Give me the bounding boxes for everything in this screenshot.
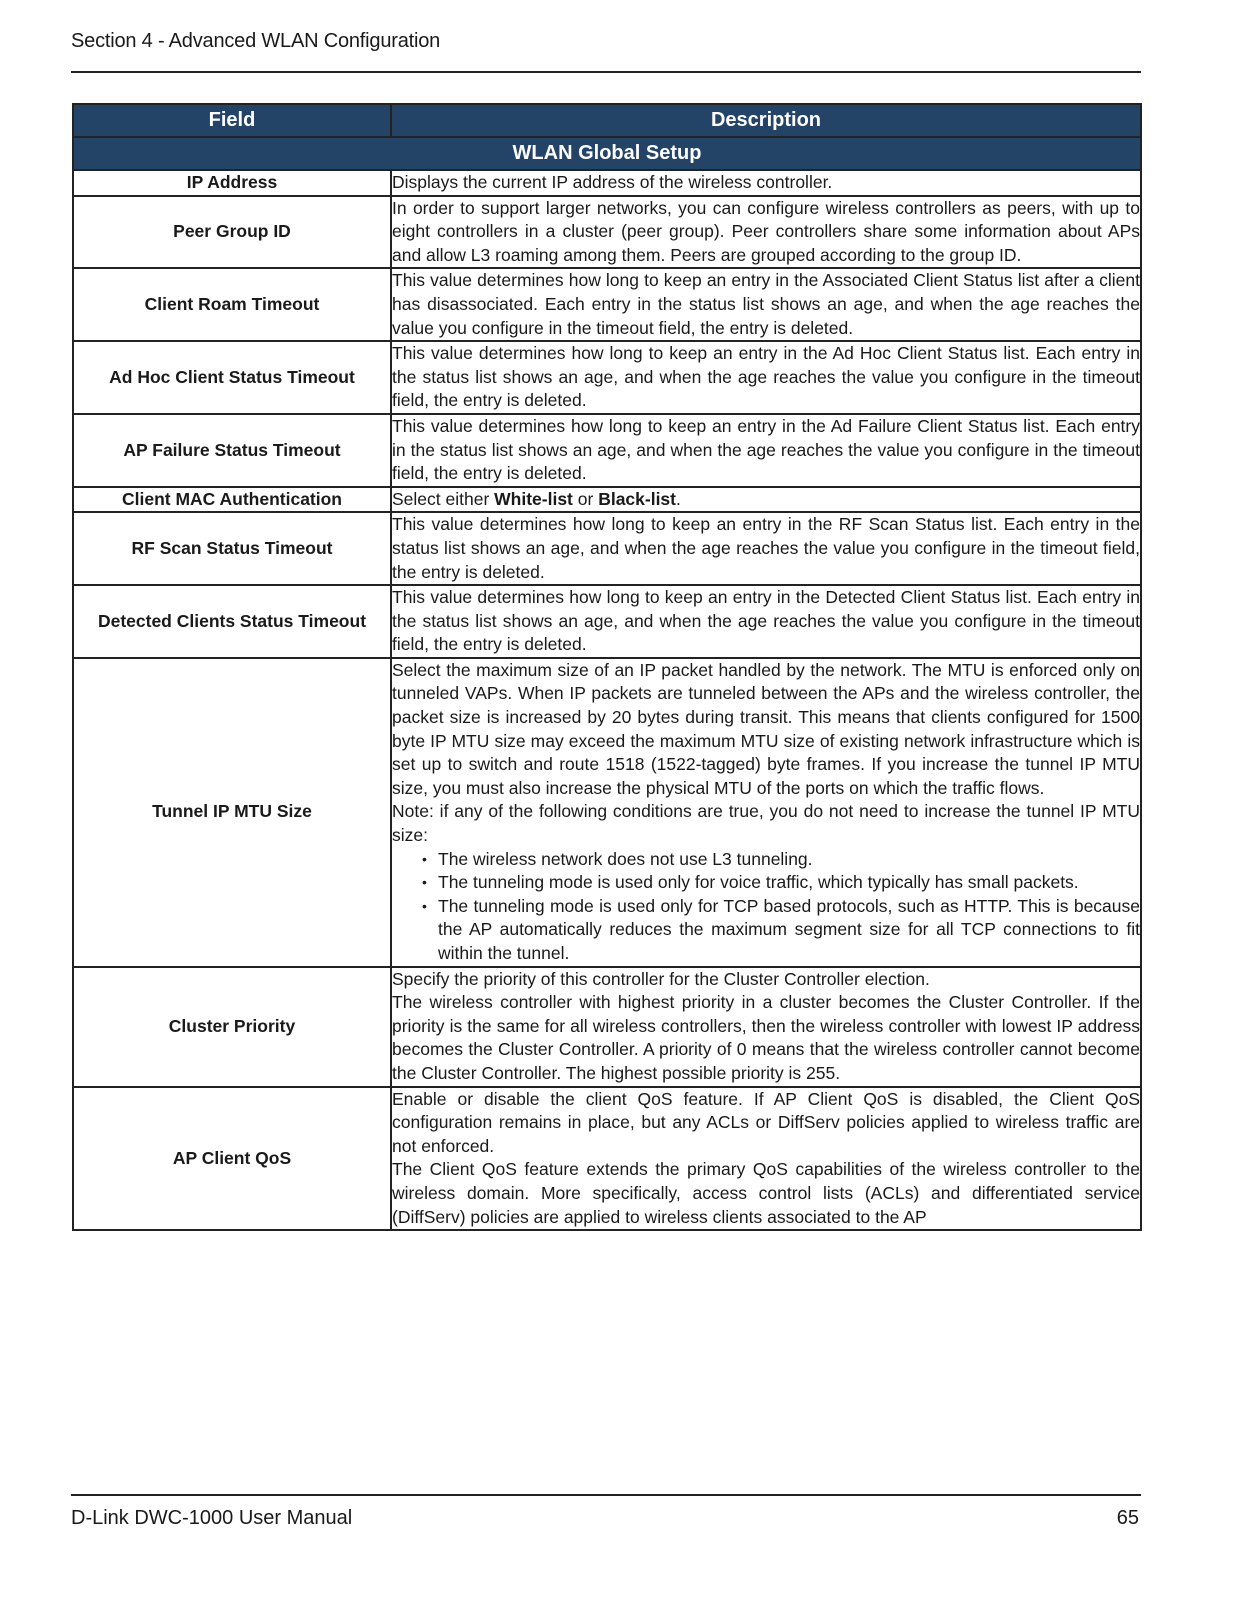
wlan-global-setup-table [72, 103, 1142, 1231]
description-paragraph: Note: if any of the following conditions are true, you do not need to increase the tunnel IP MTU size: [392, 801, 1140, 846]
field-name: Client MAC Authentication [73, 487, 391, 513]
field-description [391, 341, 1141, 414]
table-row [73, 170, 1141, 196]
option-name: Black-list [598, 488, 676, 509]
table-row [73, 414, 1141, 487]
option-name: White-list [494, 488, 573, 509]
condition-item: • The tunneling mode is used only for TCP based protocols, such as HTTP. This is because the AP automatically reduces the maximum segment size for all TCP connections to fit within the tunnel. [422, 895, 1140, 966]
field-name: IP Address [73, 170, 391, 196]
field-description [391, 487, 1141, 513]
condition-item: • The wireless network does not use L3 tunneling. [422, 848, 1140, 872]
table-row [73, 658, 1141, 967]
field-name: Client Roam Timeout [73, 268, 391, 341]
field-description [391, 196, 1141, 269]
field-name: Cluster Priority [73, 967, 391, 1087]
table-row [73, 585, 1141, 658]
description-paragraph: In order to support larger networks, you can configure wireless controllers as peers, with up to eight controllers in a cluster (peer group). Peer controllers share some information about APs and allow L3 roaming among them. Peers are grouped according to the group ID. [392, 197, 1140, 265]
table-row [73, 487, 1141, 513]
description-paragraph: This value determines how long to keep an entry in the Detected Client Status list. Each entry in the status list shows an age, and when the age reaches the value you configure in the timeout field, the entry is deleted. [392, 587, 1140, 655]
description-paragraph: This value determines how long to keep an entry in the Ad Failure Client Status list. Each entry in the status list shows an age, and when the age reaches the value you configure in the timeout field, the entry is deleted. [392, 415, 1140, 484]
field-name: AP Failure Status Timeout [73, 414, 391, 487]
table-row [73, 341, 1141, 414]
description-paragraph: Enable or disable the client QoS feature. If AP Client QoS is disabled, the Client QoS configuration remains in place, but any ACLs or DiffServ policies applied to wireless traffic are not enforced. [392, 1088, 1140, 1156]
description-paragraph: This value determines how long to keep an entry in the Associated Client Status list after a client has disassociated. Each entry in the status list shows an age, and when the age reaches the value you configure in the timeout field, the entry is deleted. [392, 270, 1140, 338]
description-paragraph: The Client QoS feature extends the primary QoS capabilities of the wireless controller to the wireless domain. More specifically, access control lists (ACLs) and differentiated service (DiffServ) policies are applied to wireless clients associated to the AP [392, 1159, 1140, 1227]
table-row [73, 196, 1141, 269]
description-paragraph: Select the maximum size of an IP packet handled by the network. The MTU is enforced only on tunneled VAPs. When IP packets are tunneled between the APs and the wireless controller, the packet size is increased by 20 bytes during transit. This means that clients configured for 1500 byte IP MTU size may exceed the maximum MTU size of existing network infrastructure which is set up to switch and route 1518 (1522-tagged) byte frames. If you increase the tunnel IP MTU size, you must also increase the physical MTU of the ports on which the traffic flows. [392, 659, 1140, 798]
section-title: Section 4 - Advanced WLAN Configuration [71, 30, 441, 52]
field-name: Tunnel IP MTU Size [73, 658, 391, 967]
column-header-field: Field [73, 104, 391, 137]
condition-item: • The tunneling mode is used only for voice traffic, which typically has small packets. [422, 871, 1140, 895]
field-description [391, 170, 1141, 196]
field-description [391, 268, 1141, 341]
field-description [391, 414, 1141, 487]
description-text: Select either [392, 488, 495, 509]
field-description [391, 967, 1141, 1087]
field-name: Ad Hoc Client Status Timeout [73, 341, 391, 414]
table-row [73, 967, 1141, 1087]
description-paragraph: The wireless controller with highest priority in a cluster becomes the Cluster Controller. If the priority is the same for all wireless controllers, then the wireless controller with lowest IP address becomes the Cluster Controller. A priority of 0 means that the wireless controller cannot become the Cluster Controller. The highest possible priority is 255. [392, 992, 1140, 1083]
description-paragraph: Displays the current IP address of the wireless controller. [392, 172, 833, 192]
description-text: or [572, 488, 599, 509]
field-name: Peer Group ID [73, 196, 391, 269]
manual-title: D-Link DWC-1000 User Manual [71, 1507, 353, 1529]
header-divider [71, 71, 1141, 73]
table-row [73, 1087, 1141, 1231]
condition-list [392, 848, 1140, 966]
description-text: . [676, 488, 681, 509]
field-description [391, 512, 1141, 585]
description-paragraph: Specify the priority of this controller for the Cluster Controller election. [392, 968, 930, 989]
description-paragraph: This value determines how long to keep an entry in the RF Scan Status list. Each entry in the status list shows an age, and when the age reaches the value you configure in the timeout field, the entry is deleted. [392, 514, 1140, 582]
field-name: AP Client QoS [73, 1087, 391, 1231]
column-header-description: Description [391, 104, 1141, 137]
table-row [73, 512, 1141, 585]
field-name: RF Scan Status Timeout [73, 512, 391, 585]
field-description [391, 585, 1141, 658]
table-row [73, 268, 1141, 341]
description-paragraph: This value determines how long to keep an entry in the Ad Hoc Client Status list. Each entry in the status list shows an age, and when the age reaches the value you configure in the timeout field, the entry is deleted. [392, 343, 1140, 411]
field-description [391, 1087, 1141, 1231]
field-description [391, 658, 1141, 967]
group-title: WLAN Global Setup [73, 137, 1141, 170]
page-number: 65 [1116, 1507, 1139, 1529]
footer-divider [71, 1494, 1141, 1496]
field-name: Detected Clients Status Timeout [73, 585, 391, 658]
